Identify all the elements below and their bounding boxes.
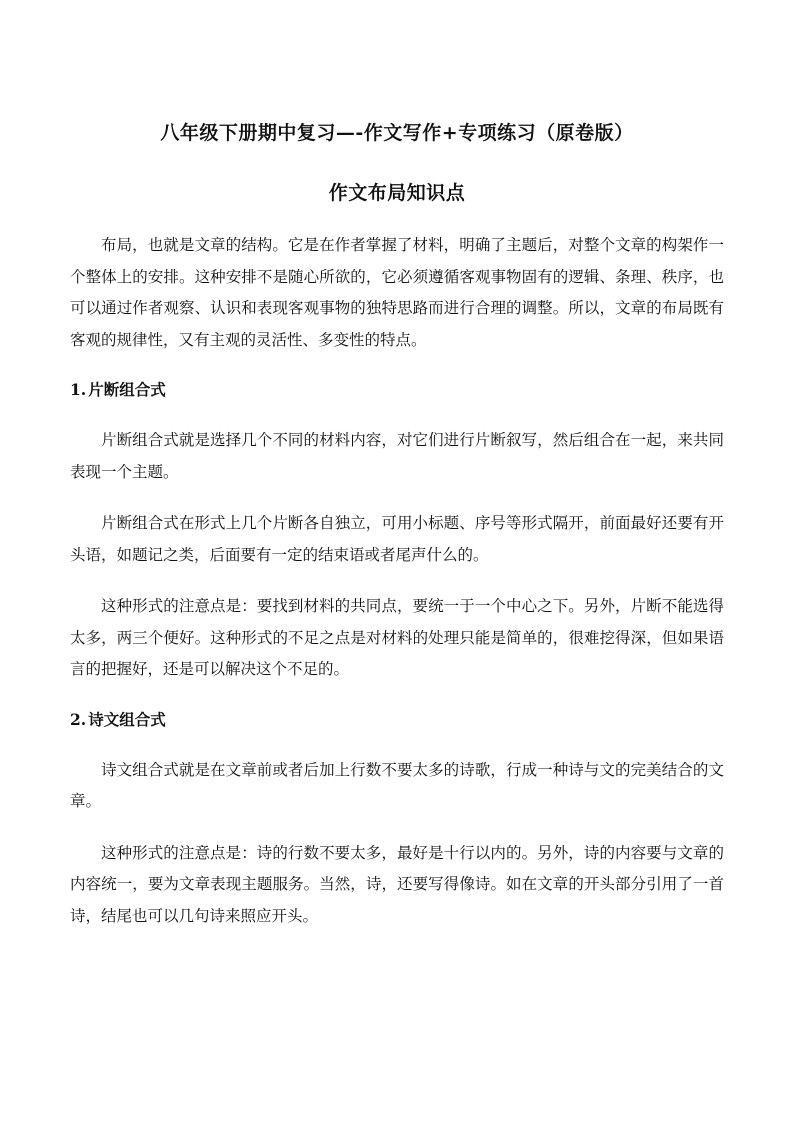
section-paragraph: 片断组合式就是选择几个不同的材料内容，对它们进行片断叙写，然后组合在一起，来共同表现一个主题。	[70, 431, 724, 481]
section-heading	[70, 705, 724, 735]
section-title: 片断组合式	[88, 380, 166, 399]
section-paragraph: 这种形式的注意点是：要找到材料的共同点，要统一于一个中心之下。另外，片断不能选得太多，两三个便好。这种形式的不足之点是对材料的处理只能是简单的，很难挖得深，但如果语言的把握好，还是可以解决这个不足的。	[70, 597, 724, 678]
section-number: 1.	[70, 380, 87, 399]
document-body	[70, 118, 724, 932]
section-number: 2.	[70, 709, 87, 729]
section-paragraph: 片断组合式在形式上几个片断各自独立，可用小标题、序号等形式隔开，前面最好还要有开头语，如题记之类，后面要有一定的结束语或者尾声什么的。	[70, 514, 724, 564]
document-subtitle: 作文布局知识点	[328, 182, 466, 204]
section-heading	[70, 375, 724, 405]
intro-paragraph: 布局，也就是文章的结构。它是在作者掌握了材料，明确了主题后，对整个文章的构架作一个整体上的安排。这种安排不是随心所欲的，它必须遵循客观事物固有的逻辑、条理、秩序，也可以通过作者观察、认识和表现客观事物的独特思路而进行合理的调整。所以，文章的布局既有客观的规律性，又有主观的灵活性、多变性的特点。	[70, 236, 724, 349]
section-paragraph: 这种形式的注意点是：诗的行数不要太多，最好是十行以内的。另外，诗的内容要与文章的内容统一，要为文章表现主题服务。当然，诗，还要写得像诗。如在文章的开头部分引用了一首诗，结尾也可以几句诗来照应开头。	[70, 843, 724, 925]
section-paragraph: 诗文组合式就是在文章前或者后加上行数不要太多的诗歌，行成一种诗与文的完美结合的文章。	[70, 760, 724, 810]
section-title: 诗文组合式	[88, 709, 166, 729]
section-poem-prose-combination	[70, 705, 724, 933]
document-title: 八年级下册期中复习—-作文写作+专项练习（原卷版）	[160, 122, 634, 144]
section-fragment-combination	[70, 375, 724, 686]
